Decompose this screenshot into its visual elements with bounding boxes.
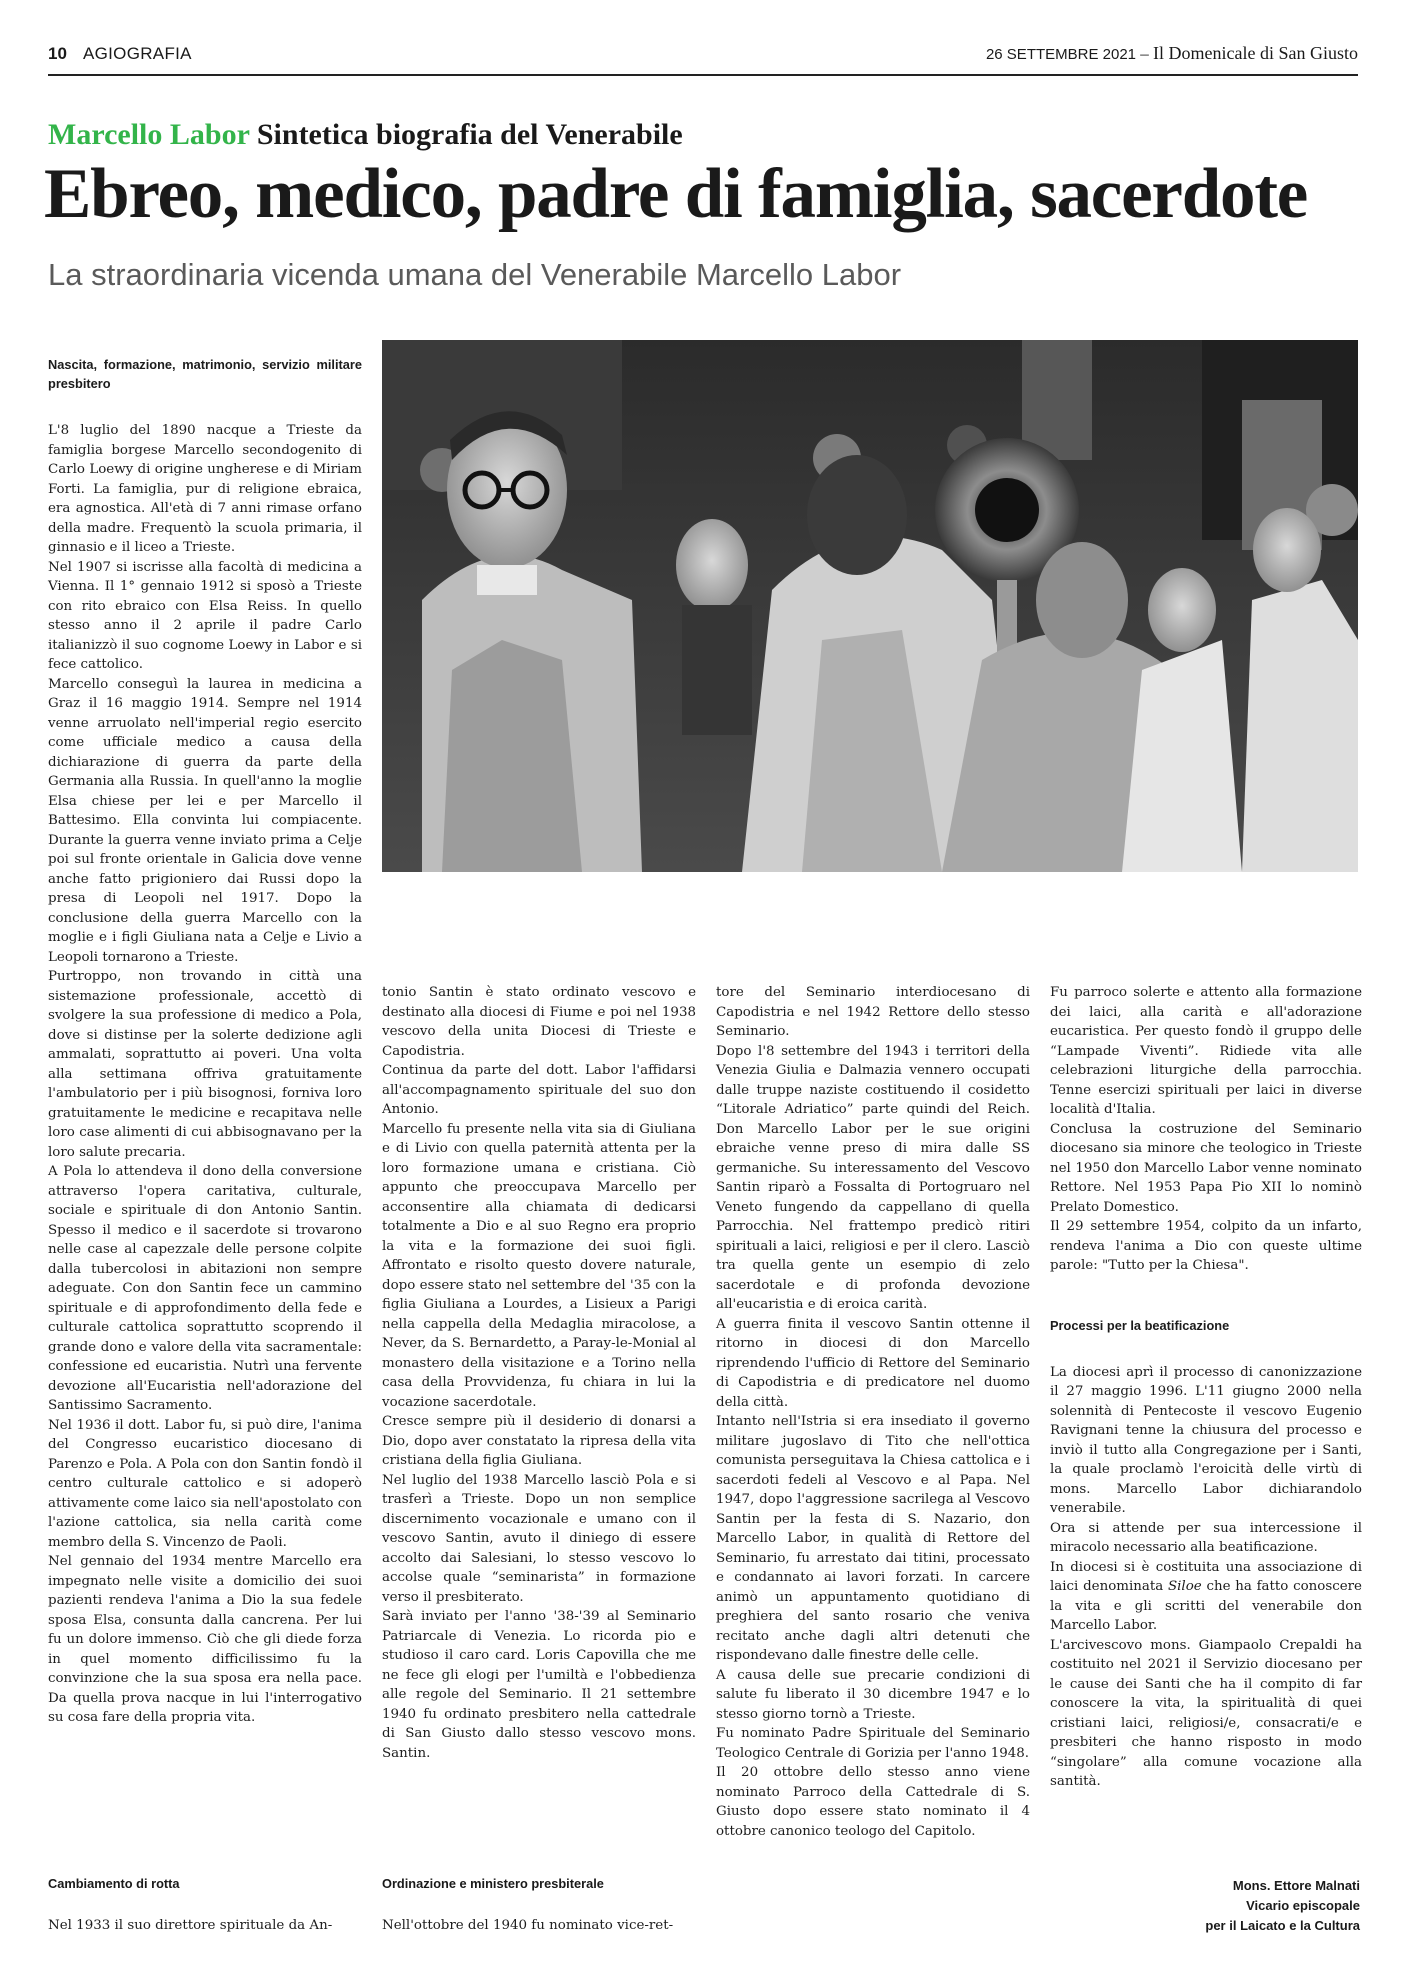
paragraph-text: In diocesi si è costituita una associazione di laici denominata [1050, 1559, 1362, 1594]
association-name: Siloe [1167, 1579, 1202, 1594]
paragraph: A causa delle sue precarie condizioni di salute fu liberato il 30 dicembre 1947 e lo stesso giorno tornò a Trieste. [716, 1667, 1030, 1722]
paragraph: Intanto nell'Istria si era insediato il governo militare jugoslavo di Tito che nell'ottica comunista perseguitava la Chiesa cattolica e i sacerdoti fedeli al Vescovo e al Papa. Nel 1947, dopo l'aggressione sacrilega al Vescovo Santin per la festa di S. Nazario, don Marcello Labor, in qualità di Rettore del Seminario, fu arrestato dai titini, processato e condannato ai lavori forzati. In carcere animò un appuntamento quotidiano di preghiera del santo rosario che veniva recitato anche dagli altri detenuti che rispondevano dalle finestre delle celle. [716, 1414, 1030, 1663]
paragraph: Marcello conseguì la laurea in medicina a Graz il 16 maggio 1914. Sempre nel 1914 venne arruolato nell'imperial regio esercito come ufficiale medico a causa della dichiarazione di guerra da parte della Germania alla Russia. In quell'anno la moglie Elsa chiese per lei e per Marcello il Battesimo. Ella convinta lui compiacente. Durante la guerra venne inviato prima a Celje poi sul fronte orientale in Galicia dove venne anche fatto prigioniero dai Russi dopo la presa di Leopoli nel 1917. Dopo la conclusione della guerra Marcello con la moglie e i figli Giuliana nata a Celje e Livio a Leopoli tornarono a Trieste. [48, 676, 362, 965]
paragraph: Il 29 settembre 1954, colpito da un infarto, rendeva l'anima a Dio con queste ultime parole: "Tutto per la Chiesa". [1050, 1219, 1362, 1273]
paragraph: Nel luglio del 1938 Marcello lasciò Pola e si trasferì a Trieste. Dopo un non semplice discernimento vocazionale e umano con il vescovo Santin, avuto il diniego di essere accolto dai Salesiani, lo stesso vescovo lo accolse quale “seminarista” in formazione verso il presbiterato. [382, 1472, 696, 1605]
paragraph: Nel 1907 si iscrisse alla facoltà di medicina a Vienna. Il 1° gennaio 1912 si sposò a Trieste con rito ebraico con Elsa Reiss. In quello stesso anno il 2 aprile il padre Carlo italianizzò il suo cognome Loewy in Labor e si fece cattolico. [48, 559, 362, 672]
paragraph: A Pola lo attendeva il dono della conversione attraverso l'opera caritativa, culturale, sociale e spirituale di don Antonio Santin. Spesso il medico e il sacerdote si trovarono nelle case al capezzale delle persone colpite dalla tubercolosi in abitazioni non sempre adeguate. Con don Santin fece un cammino spirituale e di approfondimento della fede e culturale cattolica soprattutto scoprendo il grande dono e valore della vita sacramentale: confessione ed eucaristia. Nutrì una fervente devozione all'Eucaristia nell'adorazione del Santissimo Sacramento. [48, 1164, 362, 1413]
paragraph: Il 20 ottobre dello stesso anno viene nominato Parroco della Cattedrale di S. Giusto dopo essere stato nominato il 4 ottobre canonico teologo del Capitolo. [716, 1765, 1030, 1839]
text-column-4 [1050, 983, 1362, 1792]
paragraph-text: Nel 1933 il suo direttore spirituale da An- [48, 1918, 333, 1933]
paragraph: Purtroppo, non trovando in città una sistemazione professionale, accettò di svolgere la sua professione di medico a Pola, dove si distinse per la solerte dedizione agli ammalati, soprattutto ai poveri. Una volta alla settimana offriva gratuitamente l'ambulatorio per i più bisognosi, forniva loro gratuitamente le medicine e recapitava nelle loro case alimenti di cui abbisognavano per la loro salute precaria. [48, 969, 362, 1160]
paragraph: A guerra finita il vescovo Santin ottenne il ritorno in diocesi di don Marcello riprendendo l'ufficio di Rettore del Seminario di Capodistria e di predicatore nel duomo della città. [716, 1316, 1030, 1410]
paragraph: Conclusa la costruzione del Seminario diocesano sia minore che teologico in Trieste nel 1950 don Marcello Labor venne nominato Rettore. Nel 1953 Papa Pio XII lo nominò Prelato Domestico. [1050, 1121, 1362, 1215]
section-heading-ordinazione: Ordinazione e ministero presbiterale [382, 1876, 604, 1891]
paragraph: Nel 1936 il dott. Labor fu, si può dire, l'anima del Congresso eucaristico diocesano di Parenzo e Pola. A Pola con don Santin fondò il centro culturale cattolico e si adoperò attivamente come laico sia nell'apostolato con l'azione cattolica, sia nella carità come membro della S. Vincenzo de Paoli. [48, 1417, 362, 1550]
kicker-text: Sintetica biografia del Venerabile [249, 118, 683, 151]
kicker-name: Marcello Labor [48, 118, 250, 151]
text-column-3 [716, 983, 1030, 1841]
author-signature [1120, 1876, 1360, 1936]
issue-info [986, 43, 1358, 64]
paragraph: Fu nominato Padre Spirituale del Seminario Teologico Centrale di Gorizia per l'anno 1948. [716, 1726, 1030, 1761]
page-number: 10 [48, 44, 67, 63]
paragraph: tore del Seminario interdiocesano di Capodistria e nel 1942 Rettore dello stesso Seminario. [716, 985, 1030, 1039]
paragraph: Dopo l'8 settembre del 1943 i territori della Venezia Giulia e Dalmazia vennero occupati dalle truppe naziste costituendo il cosidetto “Litorale Adriatico” parte quindi del Reich. Don Marcello Labor per le sue origini ebraiche venne preso di mira dalle SS germaniche. Su interessamento del Vescovo Santin riparò a Fossalta di Portogruaro nel Veneto fungendo da cappellano di quella Parrocchia. Nel frattempo predicò ritiri spirituali a laici, religiosi e per il clero. Lasciò tra quella gente un esempio di zelo sacerdotale e di profonda devozione all'eucaristia e di eroica carità. [716, 1043, 1030, 1312]
paragraph: tonio Santin è stato ordinato vescovo e destinato alla diocesi di Fiume e poi nel 1938 vescovo della unita Diocesi di Trieste e Capodistria. [382, 985, 696, 1059]
publication-name: Il Domenicale di San Giusto [1153, 43, 1358, 63]
running-header [48, 40, 1358, 76]
issue-date: 26 SETTEMBRE 2021 [985, 46, 1137, 63]
header-separator: – [1136, 44, 1154, 63]
paragraph-text: che ha fatto conoscere la vita e gli scritti del venerabile don Marcello Labor. [1050, 1579, 1362, 1633]
paragraph: Cresce sempre più il desiderio di donarsi a Dio, dopo aver constatato la ripresa della vita cristiana della figlia Giuliana. [382, 1414, 696, 1468]
author-office: per il Laicato e la Cultura [1205, 1918, 1360, 1933]
article-photo [382, 340, 1358, 872]
paragraph: Ora si attende per sua intercessione il miracolo necessario alla beatificazione. [1050, 1520, 1362, 1555]
paragraph [1050, 1558, 1362, 1636]
paragraph: L'arcivescovo mons. Giampaolo Crepaldi ha costituito nel 2021 il Servizio diocesano per le cause dei Santi che ha il compito di far conoscere la vita, la spiritualità di quei cristiani laici, religiosi/e, consacrati/e e presbiteri che hanno risposto in modo “singolare” alla comune vocazione alla santità. [1050, 1637, 1362, 1789]
author-role: Vicario episcopale [1246, 1898, 1360, 1913]
paragraph: Sarà inviato per l'anno '38-'39 al Seminario Patriarcale di Venezia. Lo ricorda pio e studioso il caro card. Loris Capovilla che me ne fece gli elogi per l'umiltà e l'obbedienza alle regole del Seminario. Il 21 settembre 1940 fu ordinato presbitero nella cattedrale di San Giusto dallo stesso vescovo mons. Santin. [382, 1609, 696, 1761]
text-column-2 [382, 983, 696, 1763]
author-name: Mons. Ettore Malnati [1232, 1878, 1360, 1893]
paragraph [48, 1916, 362, 1936]
paragraph-text: Nell'ottobre del 1940 fu nominato vice-ret- [382, 1918, 674, 1933]
section-heading-cambiamento: Cambiamento di rotta [48, 1876, 180, 1891]
paragraph: Marcello fu presente nella vita sia di Giuliana e di Livio con quella paternità attenta per la loro formazione umana e cristiana. Ciò appunto che preoccupava Marcello per acconsentire alla chiamata di dedicarsi totalmente a Dio e al suo Regno era proprio la vita e la formazione dei suoi figli. Affrontato e risolto questo dovere naturale, dopo essere stato nel settembre del '35 con la figlia Giuliana a Lourdes, a Lisieux a Parigi nella cappella della Medaglia miracolose, a Never, da S. Bernardetto, a Paray-le-Monial al monastero della visitazione e a Torino nella casa della Provvidenza, fu chiara in lui la vocazione sacerdotale. [382, 1121, 696, 1410]
paragraph: La diocesi aprì il processo di canonizzazione il 27 maggio 1996. L'11 giugno 2000 nella solennità di Pentecoste il vescovo Eugenio Ravignani tenne la chiusura del processo e inviò il tutto alla Congregazione per i Santi, la quale proclamò l'eroicità delle virtù di mons. Marcello Labor dichiarandolo venerabile. [1050, 1364, 1362, 1516]
article-headline: Ebreo, medico, padre di famiglia, sacerdote [44, 155, 1308, 233]
paragraph [382, 1916, 696, 1936]
section-heading-processi: Processi per la beatificazione [1050, 1317, 1230, 1333]
paragraph: L'8 luglio del 1890 nacque a Trieste da famiglia borgese Marcello secondogenito di Carlo Loewy di origine ungherese e di Miriam Forti. La famiglia, pur di religione ebraica, era agnostica. All'età di 7 anni rimase orfano della madre. Frequentò la scuola primaria, il ginnasio e il liceo a Trieste. [48, 423, 362, 555]
text-column-1 [48, 355, 362, 1728]
article-subhead: La straordinaria vicenda umana del Venerabile Marcello Labor [48, 257, 902, 292]
paragraph: Continua da parte del dott. Labor l'affidarsi all'accompagnamento spirituale del suo don Antonio. [382, 1063, 696, 1117]
paragraph: Fu parroco solerte e attento alla formazione dei laici, alla carità e all'adorazione eucaristica. Per questo fondò il gruppo delle “Lampade Viventi”. Ridiede vita alle celebrazioni liturgiche della parrocchia. Tenne esercizi spirituali per laici in diverse località d'Italia. [1050, 985, 1362, 1117]
section-label: AGIOGRAFIA [83, 44, 192, 63]
paragraph: Nel gennaio del 1934 mentre Marcello era impegnato nelle visite a domicilio dei suoi pazienti rendeva l'anima a Dio la sua fedele sposa Elsa, consunta dalla cancrena. Per lui fu un dolore immenso. Ciò che gli diede forza in quel momento difficilissimo fu la convinzione che la sua sposa era nella pace. Da quella prova nacque in lui l'interrogativo su cosa fare della propria vita. [48, 1554, 362, 1725]
article-kicker [48, 118, 683, 152]
section-heading-nascita: Nascita, formazione, matrimonio, servizio militare presbitero [48, 357, 362, 391]
